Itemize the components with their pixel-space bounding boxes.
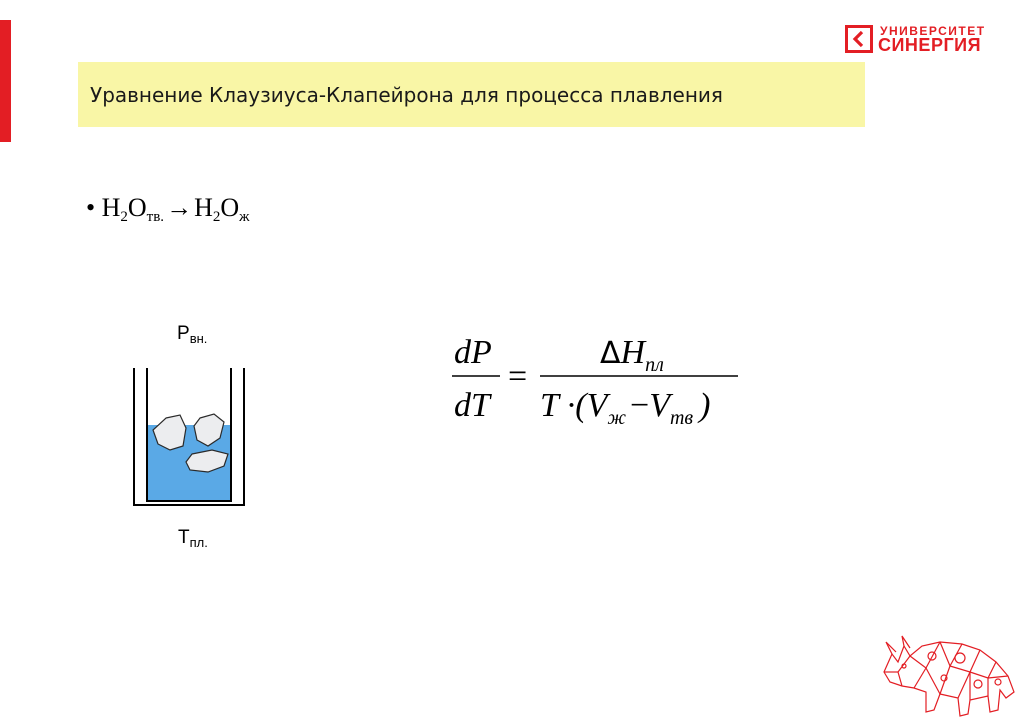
delta-symbol: Δ (600, 336, 621, 371)
reactant-o: O (127, 193, 147, 222)
minus-sign: − (630, 387, 650, 424)
v-liquid-subscript: ж (607, 407, 626, 429)
v-solid-symbol: V (649, 387, 670, 424)
product-phase: ж (239, 209, 250, 225)
product-h-sub: 2 (212, 209, 221, 225)
rhs-numerator (600, 334, 664, 376)
beaker-diagram (128, 360, 250, 510)
denominator-start: T ·(V (540, 387, 608, 424)
equals-sign: = (508, 358, 528, 395)
pressure-label (177, 323, 207, 345)
logo-text-bottom: СИНЕРГИЯ (878, 35, 982, 55)
synergy-logo-icon (845, 25, 873, 53)
close-paren: ) (699, 387, 711, 424)
enthalpy-symbol: H (620, 334, 646, 371)
product-o: O (220, 193, 240, 222)
bullet: • (86, 193, 96, 222)
slide-title: Уравнение Клаузиуса-Клапейрона для процесса плавления (90, 83, 723, 107)
title-banner (78, 62, 865, 127)
temperature-subscript: пл. (189, 535, 208, 550)
temperature-symbol: T (178, 527, 190, 548)
temperature-label (178, 527, 208, 549)
reactant-h: H (101, 193, 121, 222)
reaction-arrow: → (166, 193, 193, 222)
product-h: H (194, 193, 213, 222)
enthalpy-subscript: пл (645, 354, 664, 376)
reactant-phase: тв. (146, 209, 165, 225)
pressure-subscript: вн. (189, 331, 208, 346)
rhs-denominator (540, 387, 710, 429)
lhs-numerator: dP (454, 334, 492, 371)
logo-text-top: УНИВЕРСИТЕТ (880, 24, 986, 38)
clausius-clapeyron-formula (440, 325, 760, 435)
reaction-equation (86, 193, 250, 223)
accent-bar (0, 20, 11, 142)
rhino-mascot-icon (880, 632, 1018, 720)
pressure-symbol: P (177, 323, 190, 344)
lhs-denominator: dT (454, 387, 490, 424)
university-logo[interactable] (845, 22, 995, 54)
reactant-h-sub: 2 (120, 209, 128, 225)
v-solid-subscript: тв (669, 407, 694, 429)
